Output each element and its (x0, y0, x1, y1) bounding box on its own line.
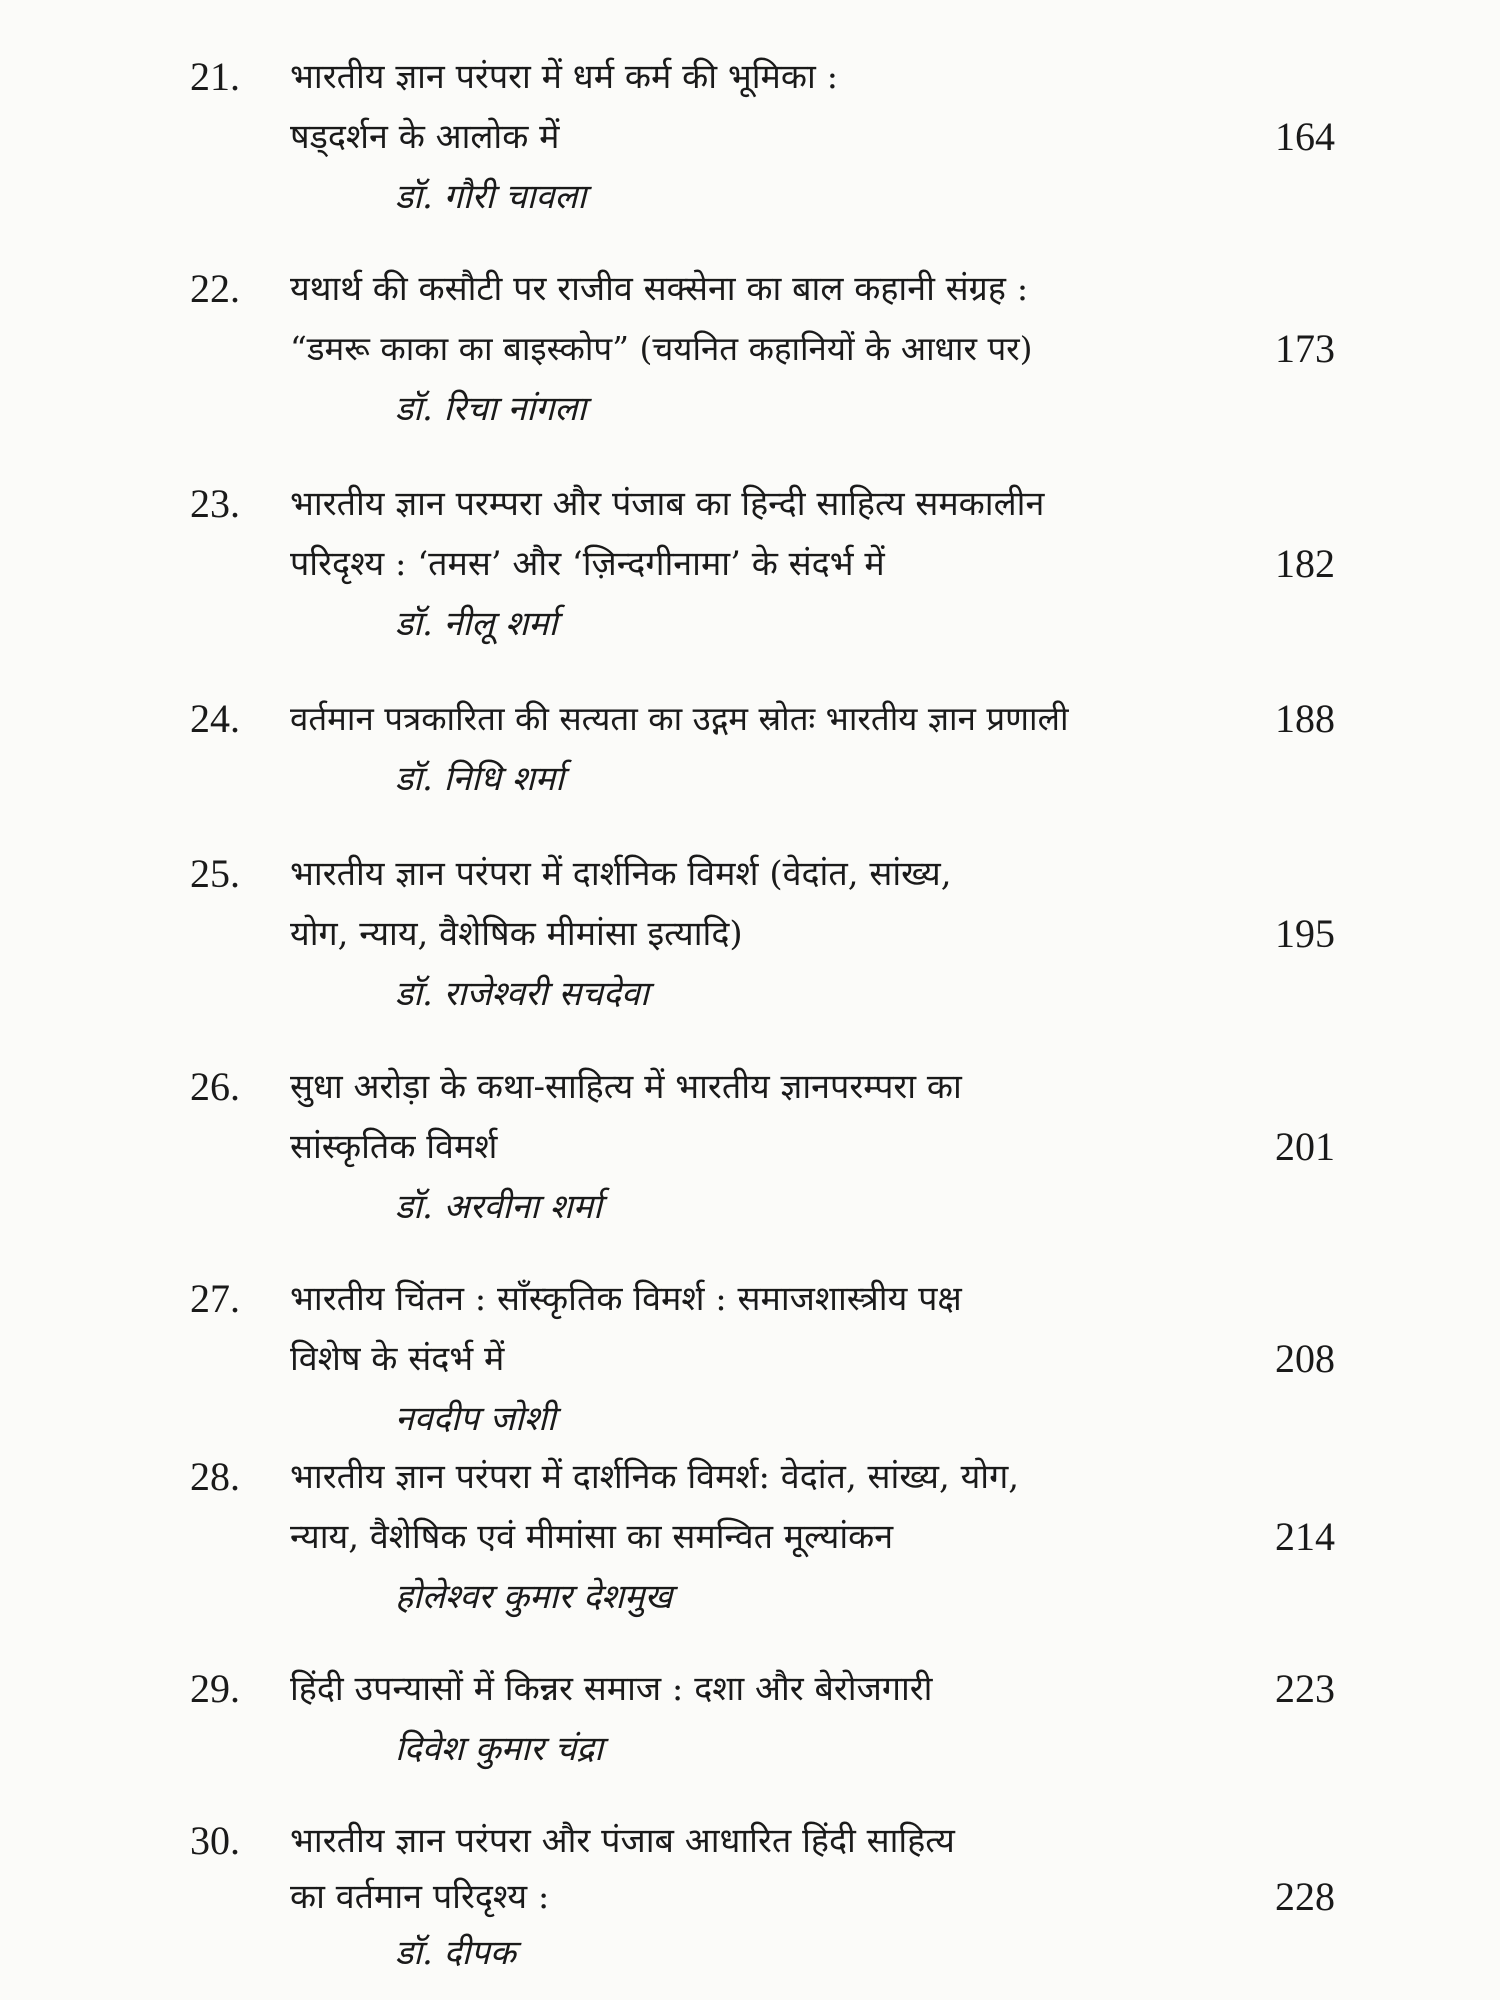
entry-title-line-1: वर्तमान पत्रकारिता की सत्यता का उद्गम स्रोतः भारतीय ज्ञान प्रणाली (290, 699, 1069, 738)
entry-page-number: 182 (1275, 541, 1335, 586)
entry-title-line-1: भारतीय ज्ञान परंपरा में दार्शनिक विमर्श: वेदांत, सांख्य, योग, (290, 1457, 1020, 1497)
entry-author: नवदीप जोशी (395, 1399, 556, 1439)
entry-page-number: 228 (1275, 1874, 1335, 1919)
entry-title-line-2: न्याय, वैशेषिक एवं मीमांसा का समन्वित मूल्यांकन (290, 1517, 894, 1557)
entry-title-line-2: का वर्तमान परिदृश्य : (290, 1877, 550, 1917)
entry-title-line-1: भारतीय चिंतन : साँस्कृतिक विमर्श : समाजशास्त्रीय पक्ष (290, 1279, 962, 1319)
entry-title-line-1: भारतीय ज्ञान परंपरा में धर्म कर्म की भूमिका : (290, 57, 839, 97)
entry-author: डॉ. रिचा नांगला (395, 389, 587, 429)
entry-number: 26. (190, 1064, 240, 1109)
entry-number: 30. (190, 1818, 240, 1863)
entry-author: दिवेश कुमार चंद्रा (395, 1729, 604, 1769)
entry-title-line-2: योग, न्याय, वैशेषिक मीमांसा इत्यादि) (290, 914, 743, 954)
entry-page-number: 188 (1275, 696, 1335, 741)
entry-author: डॉ. नीलू शर्मा (395, 604, 558, 644)
entry-page-number: 223 (1275, 1666, 1335, 1711)
entry-page-number: 164 (1275, 114, 1335, 159)
entry-author: डॉ. दीपक (395, 1933, 516, 1973)
entry-author: होलेश्वर कुमार देशमुख (395, 1577, 673, 1617)
entry-number: 21. (190, 54, 240, 99)
entry-title-line-1: यथार्थ की कसौटी पर राजीव सक्सेना का बाल कहानी संग्रह : (290, 269, 1029, 309)
entry-title-line-2: सांस्कृतिक विमर्श (290, 1127, 498, 1167)
entry-title-line-1: भारतीय ज्ञान परंपरा और पंजाब आधारित हिंदी साहित्य (290, 1821, 955, 1861)
entry-number: 27. (190, 1276, 240, 1321)
entry-number: 22. (190, 266, 240, 311)
entry-page-number: 201 (1275, 1124, 1335, 1169)
entry-author: डॉ. निधि शर्मा (395, 759, 565, 799)
entry-title-line-2: षड्दर्शन के आलोक में (290, 117, 560, 157)
entry-title-line-1: भारतीय ज्ञान परंपरा में दार्शनिक विमर्श (वेदांत, सांख्य, (290, 854, 952, 894)
entry-page-number: 208 (1275, 1336, 1335, 1381)
entry-title-line-2: “डमरू काका का बाइस्कोप” (चयनित कहानियों के आधार पर) (290, 329, 1033, 368)
entry-title-line-2: परिदृश्य : ‘तमस’ और ‘ज़िन्दगीनामा’ के संदर्भ में (290, 544, 885, 584)
entry-number: 24. (190, 696, 240, 741)
entry-author: डॉ. अरवीना शर्मा (395, 1187, 602, 1227)
entry-title-line-1: सुधा अरोड़ा के कथा-साहित्य में भारतीय ज्ञानपरम्परा का (290, 1067, 962, 1107)
entry-author: डॉ. राजेश्वरी सचदेवा (395, 974, 649, 1014)
entry-title-line-2: विशेष के संदर्भ में (290, 1339, 505, 1379)
entry-number: 25. (190, 851, 240, 896)
entry-title-line-1: हिंदी उपन्यासों में किन्नर समाज : दशा और बेरोजगारी (290, 1669, 933, 1709)
entry-number: 28. (190, 1454, 240, 1499)
entry-page-number: 173 (1275, 326, 1335, 371)
entry-number: 29. (190, 1666, 240, 1711)
entry-page-number: 195 (1275, 911, 1335, 956)
entry-author: डॉ. गौरी चावला (395, 177, 587, 217)
entry-title-line-1: भारतीय ज्ञान परम्परा और पंजाब का हिन्दी साहित्य समकालीन (290, 484, 1045, 524)
entry-number: 23. (190, 481, 240, 526)
entry-page-number: 214 (1275, 1514, 1335, 1559)
